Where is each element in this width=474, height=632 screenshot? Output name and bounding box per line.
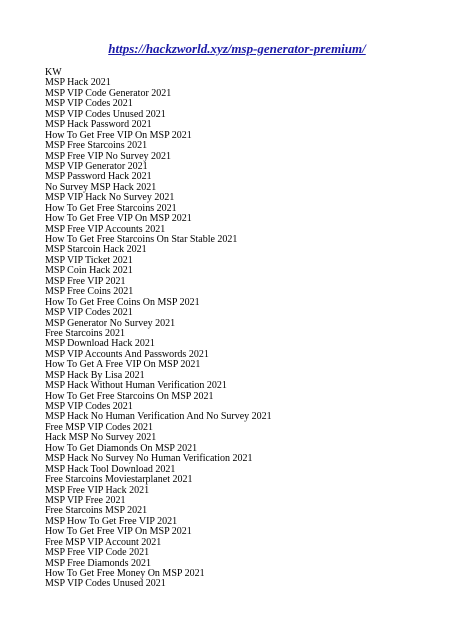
keyword-line: MSP VIP Accounts And Passwords 2021: [45, 348, 209, 360]
keyword-line: MSP Free Coins 2021: [45, 286, 134, 298]
keyword-line: Free Starcoins 2021: [45, 327, 125, 339]
keyword-line: MSP Hack No Survey No Human Verification 2021: [45, 453, 253, 465]
keyword-line: MSP Free Starcoins 2021: [45, 140, 148, 152]
keyword-line: MSP Hack Without Human Verification 2021: [45, 380, 227, 392]
keyword-line: MSP How To Get Free VIP 2021: [45, 515, 178, 527]
keyword-line: Free MSP VIP Codes 2021: [45, 421, 153, 433]
keyword-line: MSP Free VIP Accounts 2021: [45, 223, 166, 235]
keyword-line: MSP Free VIP No Survey 2021: [45, 150, 172, 162]
keyword-line: MSP Generator No Survey 2021: [45, 317, 176, 329]
keyword-line: MSP Free VIP Hack 2021: [45, 484, 150, 496]
keyword-line: No Survey MSP Hack 2021: [45, 181, 157, 193]
keyword-line: MSP Hack Tool Download 2021: [45, 463, 176, 475]
keyword-line: MSP Download Hack 2021: [45, 338, 155, 350]
keyword-line: MSP VIP Free 2021: [45, 494, 126, 506]
keyword-line: How To Get Free Money On MSP 2021: [45, 568, 205, 579]
keyword-line: Free Starcoins Moviestarplanet 2021: [45, 474, 193, 486]
keyword-line: MSP Free Diamonds 2021: [45, 557, 152, 569]
keyword-line: MSP VIP Codes 2021: [45, 98, 133, 110]
keyword-line: Free MSP VIP Account 2021: [45, 536, 162, 548]
keyword-line: MSP VIP Code Generator 2021: [45, 87, 172, 99]
keyword-line: How To Get Free VIP On MSP 2021: [45, 526, 192, 538]
keyword-line: How To Get A Free VIP On MSP 2021: [45, 359, 201, 371]
keyword-line: Hack MSP No Survey 2021: [45, 432, 157, 444]
document-link[interactable]: https://hackzworld.xyz/msp-generator-premium/: [108, 41, 366, 56]
keyword-line: How To Get Free Starcoins On Star Stable 2021: [45, 234, 238, 245]
keyword-line: MSP VIP Generator 2021: [45, 160, 148, 172]
keyword-line: How To Get Free Starcoins On MSP 2021: [45, 390, 214, 402]
keyword-line: MSP Free VIP Code 2021: [45, 547, 150, 559]
keyword-line: MSP VIP Codes Unused 2021: [45, 108, 166, 120]
keyword-line: MSP Starcoin Hack 2021: [45, 244, 147, 256]
keyword-line: KW: [45, 67, 62, 78]
keyword-line: MSP VIP Codes Unused 2021: [45, 578, 166, 590]
keyword-line: MSP VIP Codes 2021: [45, 401, 133, 412]
keyword-line: MSP VIP Codes 2021: [45, 307, 133, 319]
keyword-line: How To Get Free Coins On MSP 2021: [45, 296, 200, 308]
keyword-line: MSP Hack Password 2021: [45, 119, 152, 131]
keyword-line: MSP Free VIP 2021: [45, 275, 126, 287]
keyword-line: How To Get Free VIP On MSP 2021: [45, 129, 192, 141]
keyword-line: How To Get Diamonds On MSP 2021: [45, 442, 198, 454]
keyword-line: MSP VIP Ticket 2021: [45, 254, 133, 266]
keyword-line: MSP Coin Hack 2021: [45, 265, 133, 277]
keyword-line: Free Starcoins MSP 2021: [45, 505, 148, 517]
keyword-line: How To Get Free Starcoins 2021: [45, 202, 177, 214]
keyword-line: MSP Password Hack 2021: [45, 171, 152, 183]
keyword-line: How To Get Free VIP On MSP 2021: [45, 213, 192, 225]
keyword-line: MSP VIP Hack No Survey 2021: [45, 192, 175, 204]
keyword-line: MSP Hack No Human Verification And No Survey 2021: [45, 411, 272, 423]
keyword-line: MSP Hack By Lisa 2021: [45, 369, 145, 381]
keyword-line: MSP Hack 2021: [45, 77, 111, 89]
keyword-list: [45, 68, 272, 590]
